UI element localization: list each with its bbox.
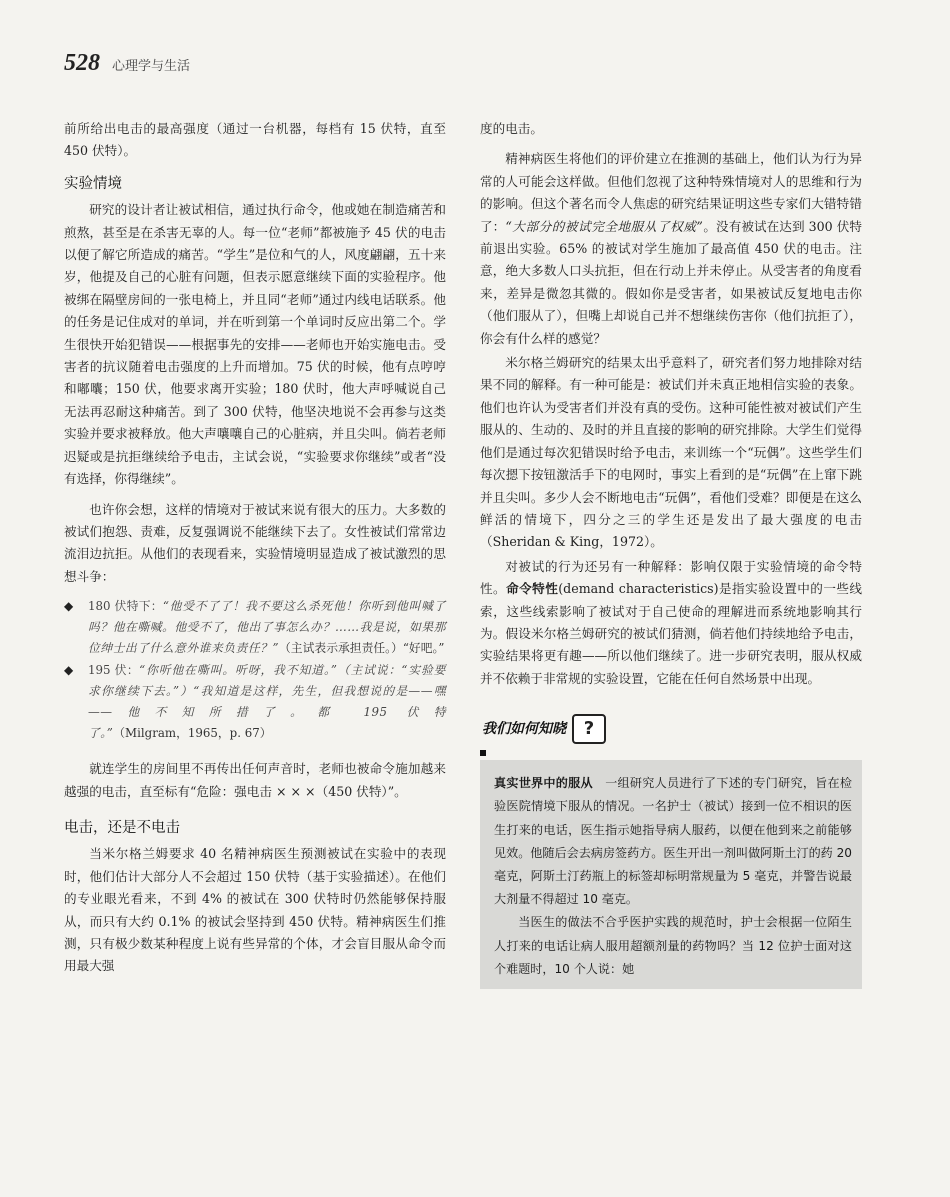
silence-paragraph: 就连学生的房间里不再传出任何声音时，老师也被命令施加越来越强的电击，直至标有“危险：强电击 × × ×（450 伏特）”。 [64,761,446,799]
quote-tail: （主试表示承担责任。）“好吧。” [279,641,445,656]
how-we-know-label: 我们如何知晓 [482,720,566,737]
page-number: 528 [64,50,100,76]
intro-paragraph: 前所给出电击的最高强度（通过一台机器，每档有 15 伏特，直至 450 伏特）。 [64,121,446,159]
sidebar-box [480,760,862,989]
section-heading-situation: 实验情境 [64,175,122,192]
quote-item [64,596,446,659]
sidebar-text-1: 一组研究人员进行了下述的专门研究，旨在检验医院情境下服从的情况。一名护士（被试）接到一位不相识的医生打来的电话，医生指示她指导病人服药，以便在他到来之前能够见效。他随后会去病房签药方。医生开出一剂叫做阿斯土汀的药 20 毫克，阿斯土汀药瓶上的标签却标明常规量为 5 毫克，并警告说最大剂量不得超过 10 毫克。 [494,776,852,907]
demand-text-a: 对被试的行为还另有一种解释：影响仅限于实验情境的命令特性。 [480,558,862,597]
demand-term: 命令特性 [506,581,559,597]
diamond-bullet-icon: ◆ [64,663,74,678]
psychiatrist-emphasis: “大部分的被试完全地服从了权威” [505,218,704,234]
situation-paragraph-2: 也许你会想，这样的情境对于被试来说有很大的压力。大多数的被试们抱怨、责难，反复强调说不能继续下去了。女性被试们常常边流泪边抗拒。从他们的表现看来，实验情境明显造成了被试激烈的思想斗争： [64,501,446,584]
quote-text: “你听他在嘶叫。听呀，我不知道。”（主试说：“实验要求你继续下去。”）“我知道是这样，先生，但我想说的是——嘿——他不知所措了。都 195 伏特了。” [88,663,446,741]
box-marker [480,750,486,756]
how-we-know-heading [482,714,862,744]
quote-item [64,660,446,744]
psychiatrist-paragraph [480,148,862,350]
right-column [480,118,862,989]
section-heading-shock: 电击，还是不电击 [64,819,180,836]
question-mark-icon: ? [572,714,606,744]
quote-text: “他受不了了！我不要这么杀死他！你听到他叫喊了吗？他在嘶喊。他受不了，他出了事怎么办？……我是说，如果那位绅士出了什么意外谁来负责任？” [88,599,446,656]
sidebar-paragraph-1 [494,772,852,911]
quote-label: 180 伏特下： [88,599,163,614]
surprise-paragraph: 米尔格兰姆研究的结果太出乎意料了，研究者们努力地排除对结果不同的解释。有一种可能是：被试们并未真正地相信实验的表象。他们也许认为受害者们并没有真的受伤。这种可能性被对被试们产生服从的、生动的、及时的并且直接的影响的研究排除。大学生们觉得他们是通过每次犯错误时给予电击，来训练一个“玩偶”。这些学生们每次摁下按钮激活手下的电网时，事实上看到的是“玩偶”在上窜下跳并且尖叫。多少人会不断地电击“玩偶”，看他们受难？即便是在这么鲜活的情境下，四分之三的学生还是发出了最大强度的电击（Sheridan & King，1972）。 [480,355,862,550]
quote-list [64,596,446,744]
running-title: 心理学与生活 [112,59,191,74]
demand-text-b: (demand characteristics)是指实验设置中的一些线索，这些线索影响了被试对于自己使命的理解进而系统地影响其行为。假设米尔格兰姆研究的被试们猜测，倘若他们持续地给予电击，实验结果将更有趣——所以他们继续了。进一步研究表明，服从权威并不依赖于非常规的实验设置，它能在任何自然场景中出现。 [480,581,863,686]
shock-paragraph: 当米尔格兰姆要求 40 名精神病医生预测被试在实验中的表现时，他们估计大部分人不会超过 150 伏特（基于实验描述）。在他们的专业眼光看来，不到 4% 的被试在 300 伏特时仍然能够保持服从，而只有大约 0.1% 的被试会坚持到 450 伏特。精神病医生们推测，只有极少数某种程度上说有些异常的个体，才会盲目服从命令而用最大强 [64,846,446,974]
page-header [64,50,190,77]
sidebar-title: 真实世界中的服从 [494,776,593,791]
continued-paragraph: 度的电击。 [480,121,543,136]
psychiatrist-text-b: 。没有被试在达到 300 伏特前退出实验。65% 的被试对学生施加了最高值 450 伏的电击。注意，绝大多数人口头抗拒，但在行动上并未停止。从受害者的角度看来，差异是微忽其微的。假如你是受害者，如果被试反复地电击你（他们服从了），但嘴上却说自己并不想继续伤害你（他们抗拒了），你会有什么样的感觉？ [480,218,862,346]
quote-label: 195 伏： [88,663,140,678]
left-column [64,118,446,978]
quote-citation: （Milgram，1965，p. 67） [113,726,272,741]
sidebar-paragraph-2: 当医生的做法不合乎医护实践的规范时，护士会根据一位陌生人打来的电话让病人服用超额剂量的药物吗？当 12 位护士面对这个难题时，10 个人说：她 [494,915,852,976]
psychiatrist-text-a: 精神病医生将他们的评价建立在推测的基础上，他们认为行为异常的人可能会这样做。但他们忽视了这种特殊情境对人的思维和行为的影响。但这个著名而令人焦虑的研究结果证明这些专家们大错特错了： [480,151,862,234]
demand-paragraph [480,556,862,690]
diamond-bullet-icon: ◆ [64,599,74,614]
situation-paragraph-1: 研究的设计者让被试相信，通过执行命令，他或她在制造痛苦和煎熬，甚至是在杀害无辜的人。每一位“老师”都被施予 45 伏的电击以便了解它所造成的痛苦。“学生”是位和气的人，风度翩翩，五十来岁，他提及自己的心脏有问题，但表示愿意继续下面的实验程序。他被绑在隔壁房间的一张电椅上，并且同“老师”通过内线电话联系。他的任务是记住成对的单词，并在听到第一个单词时反应出第二个。学生很快开始犯错误——根据事先的安排——老师也开始实施电击。受害者的抗议随着电击强度的上升而增加。75 伏的时候，他有点哼哼和嘟囔；150 伏，他要求离开实验；180 伏时，他大声呼喊说自己无法再忍耐这种痛苦。到了 300 伏特，他坚决地说不会再参与这类实验并要求被释放。他大声嚷嚷自己的心脏病，并且尖叫。倘若老师迟疑或是抗拒继续给予电击，主试会说，“实验要求你继续”或者“没有选择，你得继续”。 [64,202,446,487]
